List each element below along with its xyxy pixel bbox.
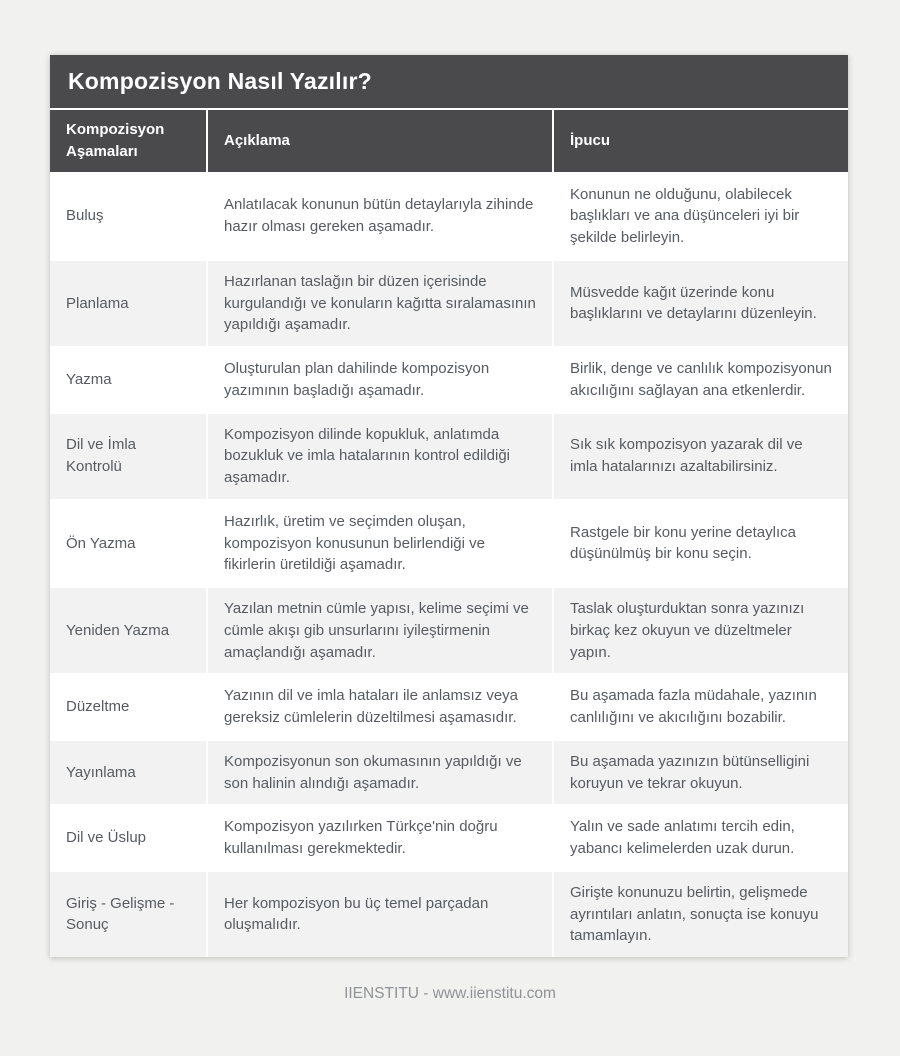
description-cell: Kompozisyon yazılırken Türkçe'nin doğru kullanılması gerekmektedir.	[207, 805, 553, 871]
tip-cell: Yalın ve sade anlatımı tercih edin, yabancı kelimelerden uzak durun.	[553, 805, 848, 871]
column-header-description: Açıklama	[207, 110, 553, 173]
description-cell: Her kompozisyon bu üç temel parçadan oluşmalıdır.	[207, 871, 553, 957]
table-row	[50, 413, 848, 500]
tip-cell: Birlik, denge ve canlılık kompozisyonun akıcılığını sağlayan ana etkenlerdir.	[553, 347, 848, 413]
stage-cell: Yayınlama	[50, 740, 207, 806]
stage-cell: Giriş - Gelişme - Sonuç	[50, 871, 207, 957]
tip-cell: Bu aşamada yazınızın bütünselligini koruyun ve tekrar okuyun.	[553, 740, 848, 806]
table-row	[50, 674, 848, 740]
description-cell: Kompozisyon dilinde kopukluk, anlatımda bozukluk ve imla hatalarının kontrol edildiği aşamadır.	[207, 413, 553, 500]
table-body	[50, 173, 848, 958]
composition-stages-table	[50, 110, 848, 957]
description-cell: Anlatılacak konunun bütün detaylarıyla zihinde hazır olması gereken aşamadır.	[207, 173, 553, 260]
table-row	[50, 587, 848, 674]
table-row	[50, 173, 848, 260]
stage-cell: Yeniden Yazma	[50, 587, 207, 674]
column-header-tip: İpucu	[553, 110, 848, 173]
description-cell: Yazının dil ve imla hataları ile anlamsız veya gereksiz cümlelerin düzeltilmesi aşamasıdır.	[207, 674, 553, 740]
column-header-stage: Kompozisyon Aşamaları	[50, 110, 207, 173]
table-row	[50, 260, 848, 347]
tip-cell: Bu aşamada fazla müdahale, yazının canlılığını ve akıcılığını bozabilir.	[553, 674, 848, 740]
stage-cell: Planlama	[50, 260, 207, 347]
tip-cell: Taslak oluşturduktan sonra yazınızı birkaç kez okuyun ve düzeltmeler yapın.	[553, 587, 848, 674]
table-row	[50, 500, 848, 587]
table-header-row	[50, 110, 848, 173]
composition-table-card	[50, 55, 848, 957]
table-row	[50, 805, 848, 871]
table-row	[50, 347, 848, 413]
description-cell: Hazırlanan taslağın bir düzen içerisinde kurgulandığı ve konuların kağıtta sıralamasının yapıldığı aşamadır.	[207, 260, 553, 347]
tip-cell: Girişte konunuzu belirtin, gelişmede ayrıntıları anlatın, sonuçta ise konuyu tamamlayın.	[553, 871, 848, 957]
tip-cell: Konunun ne olduğunu, olabilecek başlıkları ve ana düşünceleri iyi bir şekilde belirleyin.	[553, 173, 848, 260]
stage-cell: Düzeltme	[50, 674, 207, 740]
page-title: Kompozisyon Nasıl Yazılır?	[50, 55, 848, 108]
table-row	[50, 740, 848, 806]
description-cell: Yazılan metnin cümle yapısı, kelime seçimi ve cümle akışı gib unsurlarını iyileştirmenin amaçlandığı aşamadır.	[207, 587, 553, 674]
description-cell: Oluşturulan plan dahilinde kompozisyon yazımının başladığı aşamadır.	[207, 347, 553, 413]
description-cell: Hazırlık, üretim ve seçimden oluşan, kompozisyon konusunun belirlendiği ve fikirlerin üretildiği aşamadır.	[207, 500, 553, 587]
tip-cell: Müsvedde kağıt üzerinde konu başlıklarını ve detaylarını düzenleyin.	[553, 260, 848, 347]
stage-cell: Yazma	[50, 347, 207, 413]
description-cell: Kompozisyonun son okumasının yapıldığı ve son halinin alındığı aşamadır.	[207, 740, 553, 806]
stage-cell: Ön Yazma	[50, 500, 207, 587]
table-row	[50, 871, 848, 957]
tip-cell: Sık sık kompozisyon yazarak dil ve imla hatalarınızı azaltabilirsiniz.	[553, 413, 848, 500]
stage-cell: Dil ve İmla Kontrolü	[50, 413, 207, 500]
tip-cell: Rastgele bir konu yerine detaylıca düşünülmüş bir konu seçin.	[553, 500, 848, 587]
stage-cell: Buluş	[50, 173, 207, 260]
stage-cell: Dil ve Üslup	[50, 805, 207, 871]
footer-text: IIENSTITU - www.iienstitu.com	[344, 985, 556, 1002]
